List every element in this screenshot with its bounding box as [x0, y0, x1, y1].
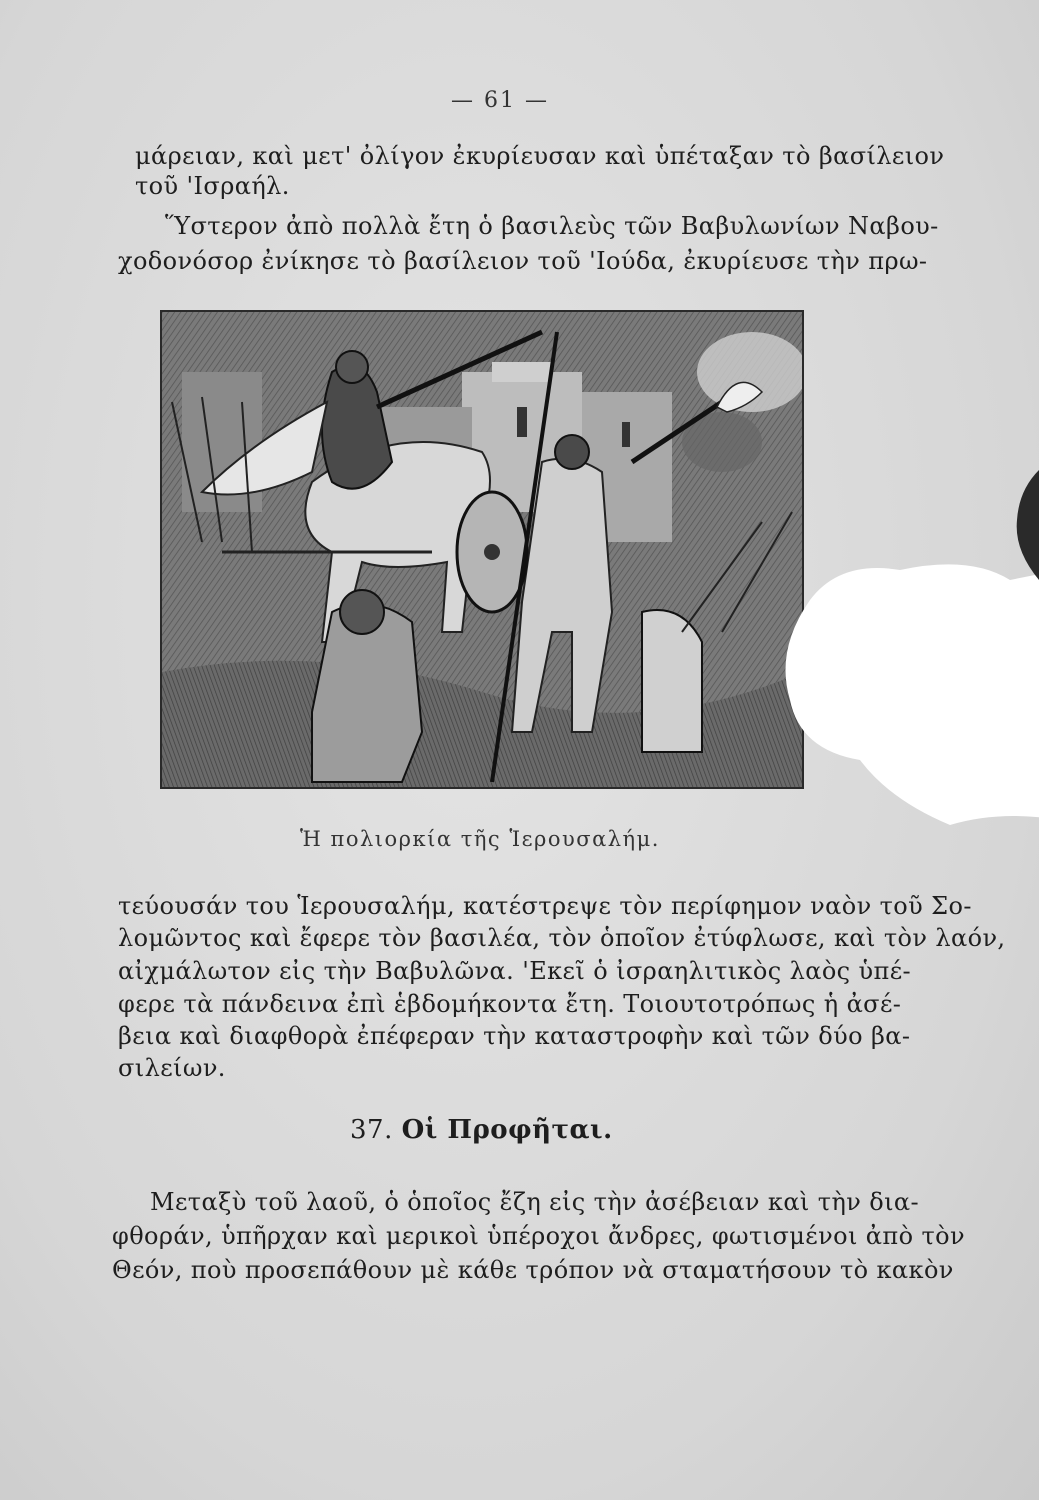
text-line: μάρειαν, καὶ μετ' ὀλίγον ἐκυρίευσαν καὶ ὑπέταξαν τὸ βασίλειον [135, 142, 945, 170]
text-line: βεια καὶ διαφθορὰ ἐπέφεραν τὴν καταστροφὴν καὶ τῶν δύο βα- [118, 1022, 911, 1050]
text-line: φερε τὰ πάνδεινα ἐπὶ ἑβδομήκοντα ἔτη. Τοιουτοτρόπως ἡ ἀσέ- [118, 990, 902, 1018]
siege-illustration [160, 310, 804, 789]
page-number: — 61 — [451, 88, 549, 113]
text-line: λομῶντος καὶ ἔφερε τὸν βασιλέα, τὸν ὁποῖον ἐτύφλωσε, καὶ τὸν λαόν, [118, 924, 1006, 952]
figure-caption: Ἡ πολιορκία τῆς Ἱερουσαλήμ. [300, 827, 660, 851]
section-number: 37. [350, 1115, 393, 1145]
text-line: φθοράν, ὑπῆρχαν καὶ μερικοὶ ὑπέροχοι ἄνδρες, φωτισμένοι ἀπὸ τὸν [112, 1222, 965, 1250]
text-line: σιλείων. [118, 1054, 226, 1082]
page-edge-stain [1009, 470, 1039, 580]
text-line: Θεόν, ποὺ προσεπάθουν μὲ κάθε τρόπον νὰ σταματήσουν τὸ κακὸν [112, 1256, 954, 1284]
section-heading [350, 1115, 613, 1145]
text-line: αἰχμάλωτον εἰς τὴν Βαβυλῶνα. 'Εκεῖ ὁ ἰσραηλιτικὸς λαὸς ὑπέ- [118, 957, 912, 985]
text-line: Ὕστερον ἀπὸ πολλὰ ἔτη ὁ βασιλεὺς τῶν Βαβυλωνίων Ναβου- [165, 212, 939, 240]
text-line: τεύουσάν του Ἱερουσαλήμ, κατέστρεψε τὸν περίφημον ναὸν τοῦ Σο- [118, 892, 972, 920]
torn-paper-hole [770, 560, 1039, 830]
engraving-image [162, 312, 802, 787]
section-title: Οἱ Προφῆται. [401, 1115, 613, 1145]
text-line: Μεταξὺ τοῦ λαοῦ, ὁ ὁποῖος ἔζη εἰς τὴν ἀσέβειαν καὶ τὴν δια- [150, 1188, 920, 1216]
text-line: τοῦ 'Ισραήλ. [135, 172, 290, 200]
text-line: χοδονόσορ ἐνίκησε τὸ βασίλειον τοῦ 'Ιούδα, ἐκυρίευσε τὴν πρω- [118, 247, 928, 275]
